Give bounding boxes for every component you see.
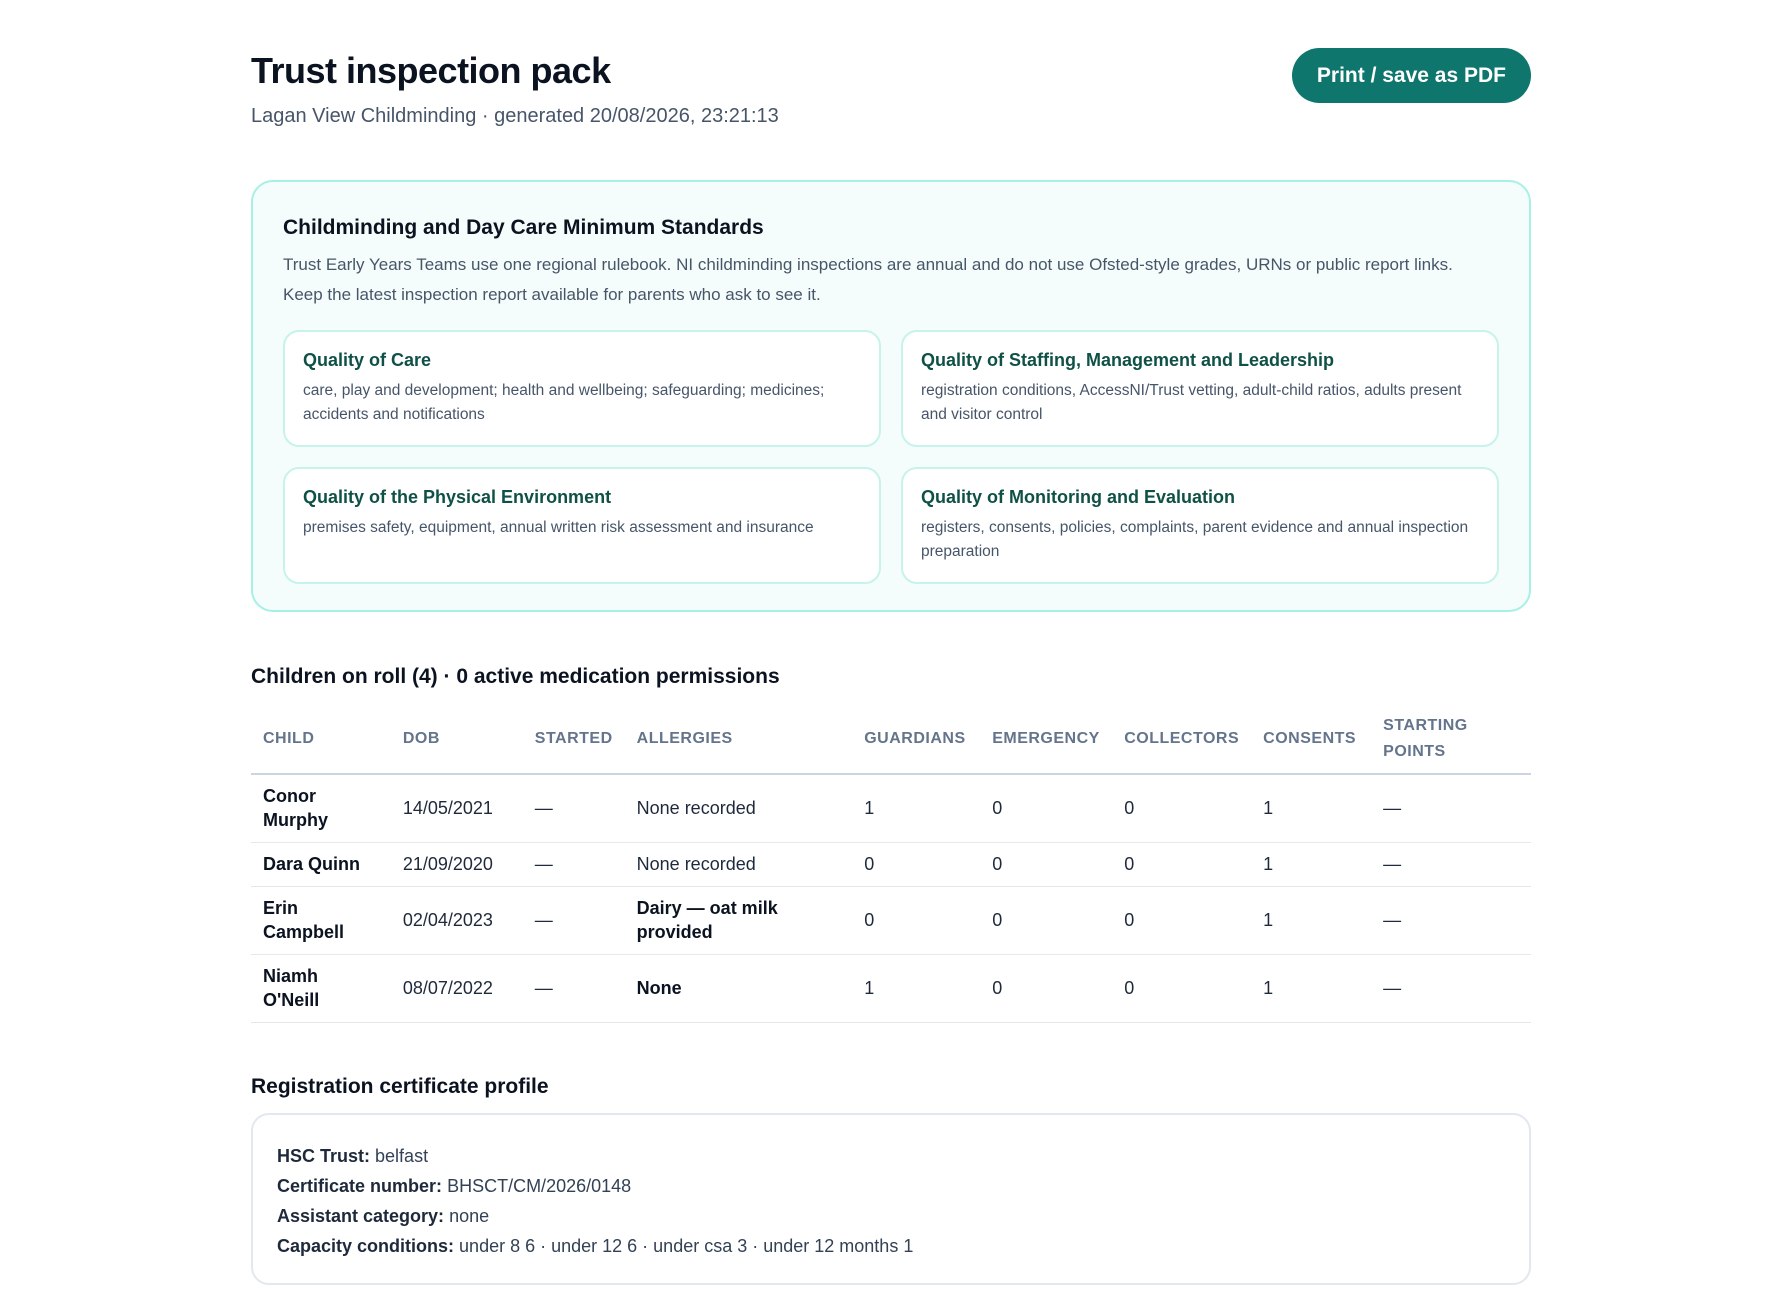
table-row[interactable] xyxy=(251,774,1531,842)
capacity-conditions-line xyxy=(277,1231,1505,1261)
registration-title: Registration certificate profile xyxy=(251,1074,549,1098)
child-collectors: 0 xyxy=(1112,774,1251,842)
standard-card-desc: care, play and development; health and wellbeing; safeguarding; medicines; accidents and notifications xyxy=(303,382,825,423)
child-name: Dara Quinn xyxy=(251,842,391,886)
capacity-conditions-label: Capacity conditions: xyxy=(277,1235,455,1256)
standard-card-environment xyxy=(283,467,881,584)
standards-intro: Trust Early Years Teams use one regional rulebook. NI childminding inspections are annual and do not use Ofsted-style grades, URNs or public report links. Keep the latest inspection report available for parents who ask to see it. xyxy=(283,255,1453,304)
child-name: Niamh O'Neill xyxy=(251,954,391,1022)
child-name: Erin Campbell xyxy=(251,886,391,954)
column-header-child[interactable]: CHILD xyxy=(251,707,391,774)
child-starting-points: — xyxy=(1371,842,1531,886)
child-dob: 08/07/2022 xyxy=(391,954,523,1022)
child-guardians: 1 xyxy=(852,954,980,1022)
standard-card-staffing xyxy=(901,330,1499,447)
child-dob: 02/04/2023 xyxy=(391,886,523,954)
table-header-row xyxy=(251,707,1531,774)
standard-card-title: Quality of Staffing, Management and Leadership xyxy=(921,350,1335,370)
assistant-category-line xyxy=(277,1201,1505,1231)
child-consents: 1 xyxy=(1251,774,1371,842)
column-header-allergies[interactable]: ALLERGIES xyxy=(625,707,853,774)
children-table xyxy=(251,707,1531,1023)
child-collectors: 0 xyxy=(1112,886,1251,954)
standard-card-title: Quality of Monitoring and Evaluation xyxy=(921,487,1235,507)
child-starting-points: — xyxy=(1371,954,1531,1022)
standard-card-desc: premises safety, equipment, annual written risk assessment and insurance xyxy=(303,519,814,536)
child-guardians: 0 xyxy=(852,842,980,886)
child-emergency: 0 xyxy=(980,886,1112,954)
child-name: Conor Murphy xyxy=(251,774,391,842)
column-header-started[interactable]: STARTED xyxy=(523,707,625,774)
column-header-consents[interactable]: CONSENTS xyxy=(1251,707,1371,774)
child-started: — xyxy=(523,954,625,1022)
child-collectors: 0 xyxy=(1112,842,1251,886)
certificate-number-line xyxy=(277,1171,1505,1201)
child-guardians: 1 xyxy=(852,774,980,842)
assistant-category-label: Assistant category: xyxy=(277,1205,445,1226)
child-allergies: None recorded xyxy=(625,842,853,886)
inspection-pack-page xyxy=(251,0,1531,1285)
certificate-number-value: BHSCT/CM/2026/0148 xyxy=(447,1175,632,1196)
child-consents: 1 xyxy=(1251,842,1371,886)
standard-card-title: Quality of Care xyxy=(303,350,432,370)
column-header-starting-points[interactable]: STARTING POINTS xyxy=(1371,707,1531,774)
child-emergency: 0 xyxy=(980,842,1112,886)
standards-grid xyxy=(283,330,1499,584)
registration-profile-box xyxy=(251,1113,1531,1285)
column-header-emergency[interactable]: EMERGENCY xyxy=(980,707,1112,774)
table-row[interactable] xyxy=(251,842,1531,886)
page-subtitle: Lagan View Childminding · generated 20/08/2026, 23:21:13 xyxy=(251,105,779,127)
table-row[interactable] xyxy=(251,954,1531,1022)
standard-card-desc: registration conditions, AccessNI/Trust vetting, adult-child ratios, adults present and visitor control xyxy=(921,382,1462,423)
child-emergency: 0 xyxy=(980,954,1112,1022)
child-consents: 1 xyxy=(1251,954,1371,1022)
certificate-number-label: Certificate number: xyxy=(277,1175,443,1196)
column-header-dob[interactable]: DOB xyxy=(391,707,523,774)
standard-card-care xyxy=(283,330,881,447)
child-started: — xyxy=(523,842,625,886)
children-roll-title: Children on roll (4) · 0 active medication permissions xyxy=(251,665,780,688)
column-header-guardians[interactable]: GUARDIANS xyxy=(852,707,980,774)
hsc-trust-line xyxy=(277,1141,1505,1171)
print-save-pdf-button[interactable]: Print / save as PDF xyxy=(1292,48,1531,103)
child-started: — xyxy=(523,774,625,842)
child-dob: 14/05/2021 xyxy=(391,774,523,842)
standard-card-title: Quality of the Physical Environment xyxy=(303,487,612,507)
child-starting-points: — xyxy=(1371,886,1531,954)
page-title: Trust inspection pack xyxy=(251,50,611,91)
child-guardians: 0 xyxy=(852,886,980,954)
capacity-conditions-value: under 8 6 · under 12 6 · under csa 3 · under 12 months 1 xyxy=(459,1235,914,1256)
assistant-category-value: none xyxy=(449,1205,490,1226)
column-header-collectors[interactable]: COLLECTORS xyxy=(1112,707,1251,774)
standard-card-desc: registers, consents, policies, complaints, parent evidence and annual inspection preparation xyxy=(921,519,1469,560)
child-allergies: None xyxy=(625,954,853,1022)
child-started: — xyxy=(523,886,625,954)
child-consents: 1 xyxy=(1251,886,1371,954)
child-allergies: None recorded xyxy=(625,774,853,842)
standard-card-monitoring xyxy=(901,467,1499,584)
child-collectors: 0 xyxy=(1112,954,1251,1022)
standards-title: Childminding and Day Care Minimum Standards xyxy=(283,216,764,239)
page-header xyxy=(251,0,1531,180)
child-emergency: 0 xyxy=(980,774,1112,842)
child-starting-points: — xyxy=(1371,774,1531,842)
child-allergies: Dairy — oat milk provided xyxy=(625,886,853,954)
hsc-trust-value: belfast xyxy=(375,1145,429,1166)
hsc-trust-label: HSC Trust: xyxy=(277,1145,371,1166)
child-dob: 21/09/2020 xyxy=(391,842,523,886)
table-row[interactable] xyxy=(251,886,1531,954)
minimum-standards-panel xyxy=(251,180,1531,612)
